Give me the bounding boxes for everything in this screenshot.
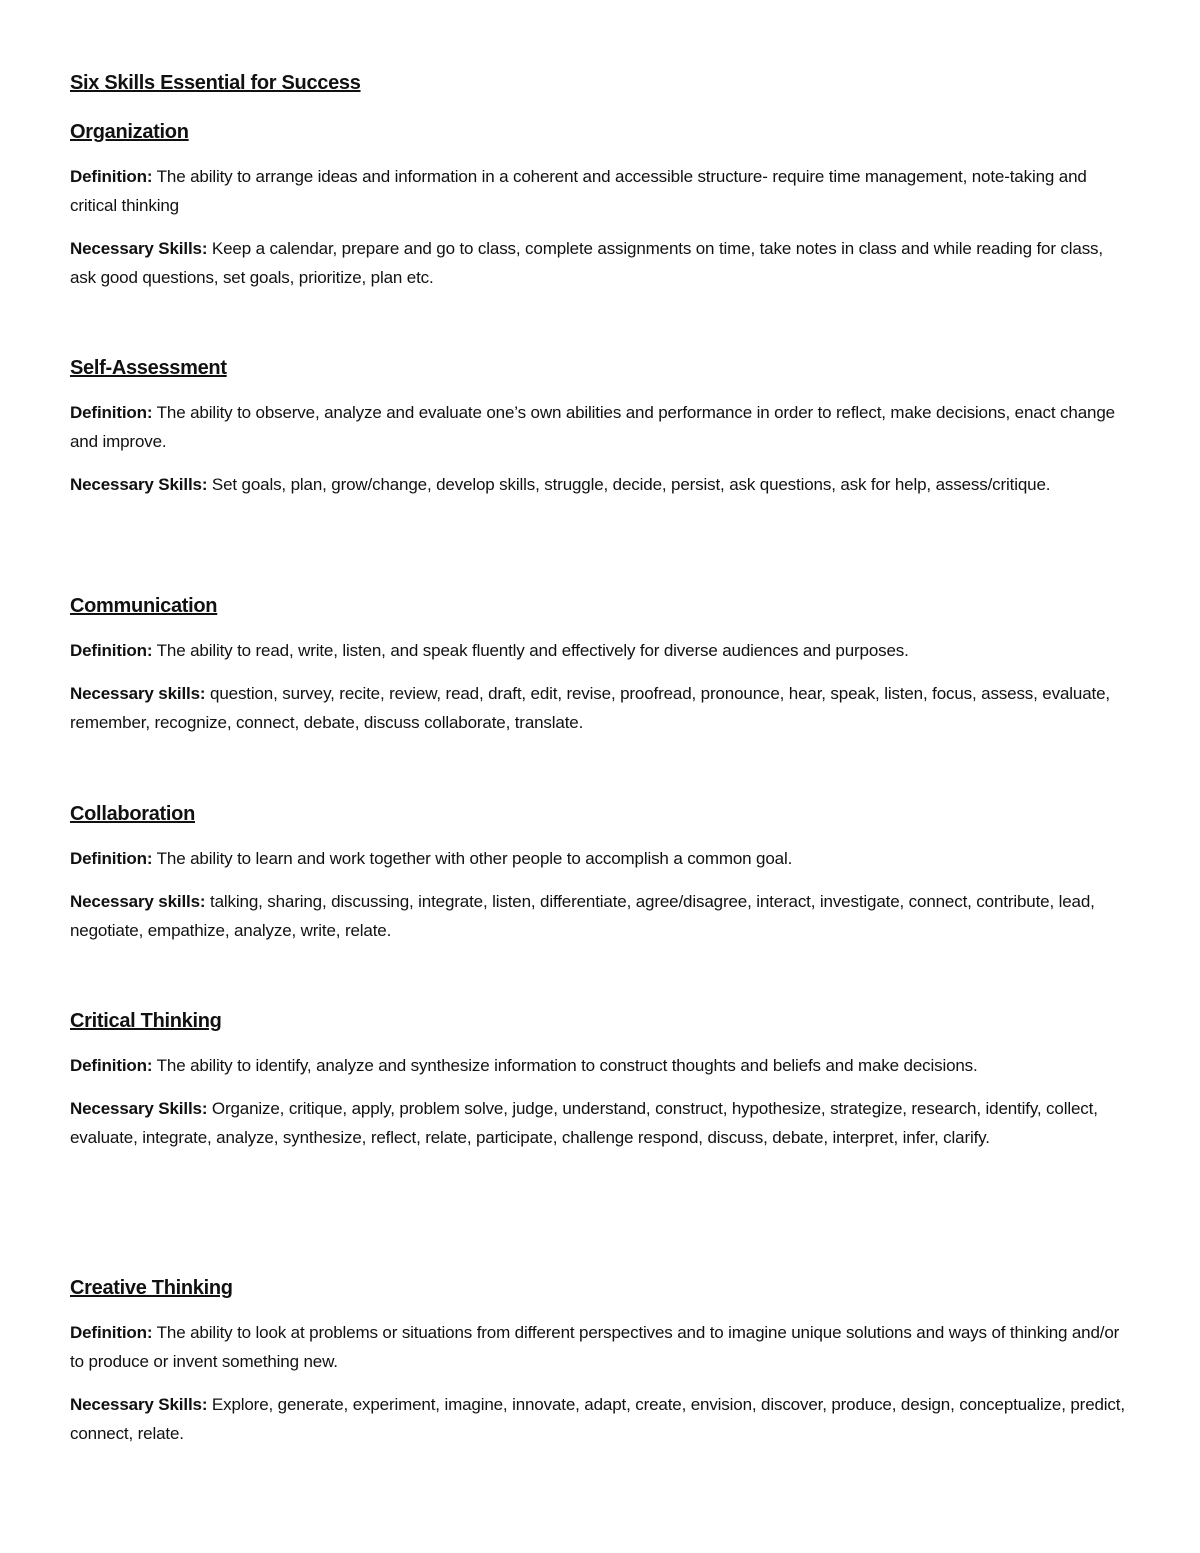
section-heading: Critical Thinking [70, 1010, 222, 1032]
section-heading: Communication [70, 595, 218, 617]
definition-label: Definition: [70, 1056, 153, 1075]
section-heading: Organization [70, 121, 189, 143]
definition-paragraph [70, 1318, 1132, 1376]
section-heading: Self-Assessment [70, 357, 227, 379]
definition-text: The ability to learn and work together with other people to accomplish a common goal. [156, 849, 793, 868]
skills-text: Explore, generate, experiment, imagine, innovate, adapt, create, envision, discover, produce, design, conceptualize, predict, connect, relate. [70, 1395, 1125, 1443]
definition-label: Definition: [70, 641, 153, 660]
skills-paragraph [70, 1094, 1132, 1152]
skills-text: question, survey, recite, review, read, draft, edit, revise, proofread, pronounce, hear, speak, listen, focus, assess, evaluate, remember, recognize, connect, debate, discuss collaborate, translate. [70, 684, 1110, 732]
skills-text: Organize, critique, apply, problem solve, judge, understand, construct, hypothesize, strategize, research, identify, collect, evaluate, integrate, analyze, synthesize, reflect, relate, participate, challenge respond, discuss, debate, interpret, infer, clarify. [70, 1099, 1098, 1147]
skills-text: Keep a calendar, prepare and go to class, complete assignments on time, take notes in class and while reading for class, ask good questions, set goals, prioritize, plan etc. [70, 239, 1103, 287]
definition-text: The ability to arrange ideas and information in a coherent and accessible structure- require time management, note-taking and critical thinking [70, 167, 1087, 215]
skills-label: Necessary Skills: [70, 475, 208, 494]
skills-label: Necessary skills: [70, 892, 206, 911]
definition-label: Definition: [70, 167, 153, 186]
section-heading: Creative Thinking [70, 1277, 233, 1299]
section-creative-thinking [70, 1274, 1132, 1448]
definition-label: Definition: [70, 1323, 153, 1342]
skills-label: Necessary Skills: [70, 239, 208, 258]
document-title: Six Skills Essential for Success [70, 72, 361, 94]
definition-text: The ability to observe, analyze and evaluate one’s own abilities and performance in order to reflect, make decisions, enact change and improve. [70, 403, 1115, 451]
section-communication [70, 592, 1132, 737]
section-organization [70, 118, 1132, 292]
definition-text: The ability to look at problems or situations from different perspectives and to imagine unique solutions and ways of thinking and/or to produce or invent something new. [70, 1323, 1120, 1371]
skills-paragraph [70, 1390, 1132, 1448]
definition-label: Definition: [70, 849, 153, 868]
skills-label: Necessary skills: [70, 684, 206, 703]
skills-paragraph [70, 679, 1132, 737]
section-heading: Collaboration [70, 803, 195, 825]
skills-text: Set goals, plan, grow/change, develop skills, struggle, decide, persist, ask questions, ask for help, assess/critique. [211, 475, 1051, 494]
skills-label: Necessary Skills: [70, 1395, 208, 1414]
definition-label: Definition: [70, 403, 153, 422]
definition-text: The ability to read, write, listen, and speak fluently and effectively for diverse audiences and purposes. [156, 641, 909, 660]
definition-text: The ability to identify, analyze and synthesize information to construct thoughts and beliefs and make decisions. [156, 1056, 978, 1075]
skills-text: talking, sharing, discussing, integrate, listen, differentiate, agree/disagree, interact, investigate, connect, contribute, lead, negotiate, empathize, analyze, write, relate. [70, 892, 1095, 940]
section-critical-thinking [70, 1007, 1132, 1152]
skills-paragraph [70, 887, 1132, 945]
skills-label: Necessary Skills: [70, 1099, 208, 1118]
section-self-assessment [70, 354, 1132, 499]
section-collaboration [70, 800, 1132, 945]
definition-paragraph [70, 844, 1132, 873]
skills-paragraph [70, 234, 1132, 292]
definition-paragraph [70, 1051, 1132, 1080]
skills-paragraph [70, 470, 1132, 499]
definition-paragraph [70, 162, 1132, 220]
definition-paragraph [70, 636, 1132, 665]
definition-paragraph [70, 398, 1132, 456]
